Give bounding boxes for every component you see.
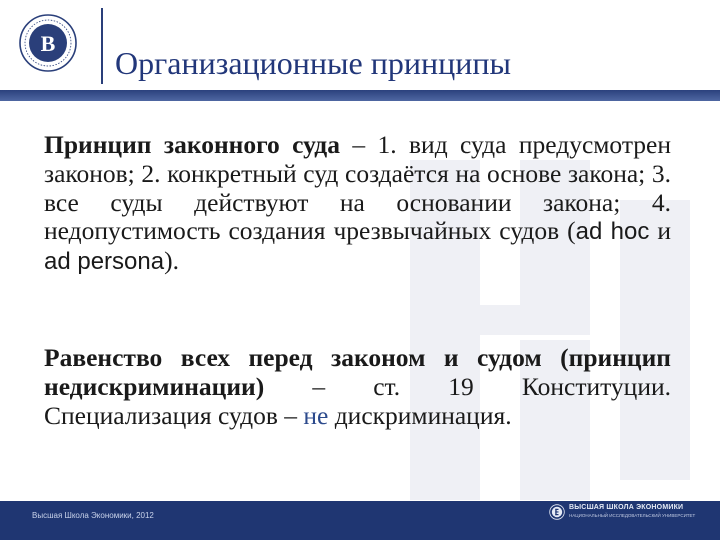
principle-equality-text: – ст. 19 Конституции. Специализация судов – [44,371,671,430]
footer-emblem-icon [549,504,565,520]
hse-emblem-icon [18,13,78,73]
footer-copyright: Высшая Школа Экономики, 2012 [32,511,154,520]
footer-university-subtitle: НАЦИОНАЛЬНЫЙ ИССЛЕДОВАТЕЛЬСКИЙ УНИВЕРСИТЕТ [569,513,696,518]
principle-equality-heading: Равенство всех перед законом и судом (принцип недискриминации) [44,343,671,401]
principle-equality-paragraph [44,344,671,430]
title-rule [0,90,720,101]
principle-legal-court-paragraph [44,131,671,277]
logo-letter: В [40,31,56,56]
footer-bar [0,501,720,540]
principle-legal-court-text: – 1. вид суда предусмотрен законов; 2. конкретный суд создаётся на основе закона; 3. все суды действуют на основании закона; 4. недопустимость создания чрезвычайных судов ( [44,130,671,246]
footer-university-name: ВЫСШАЯ ШКОЛА ЭКОНОМИКИ [569,504,684,511]
footer-brand [549,504,709,526]
latin-ad-persona: ad persona [44,248,165,276]
latin-ad-hoc: ad hoc [575,218,650,246]
and-word: и [649,216,671,246]
slide-title: Организационные принципы [115,45,511,81]
principle-legal-court-heading: Принцип законного суда [44,130,340,159]
header-divider [101,8,103,84]
accent-word: не [303,400,329,430]
principle-equality-text-end: дискриминация. [328,400,512,430]
paragraph-close: ). [164,246,179,276]
